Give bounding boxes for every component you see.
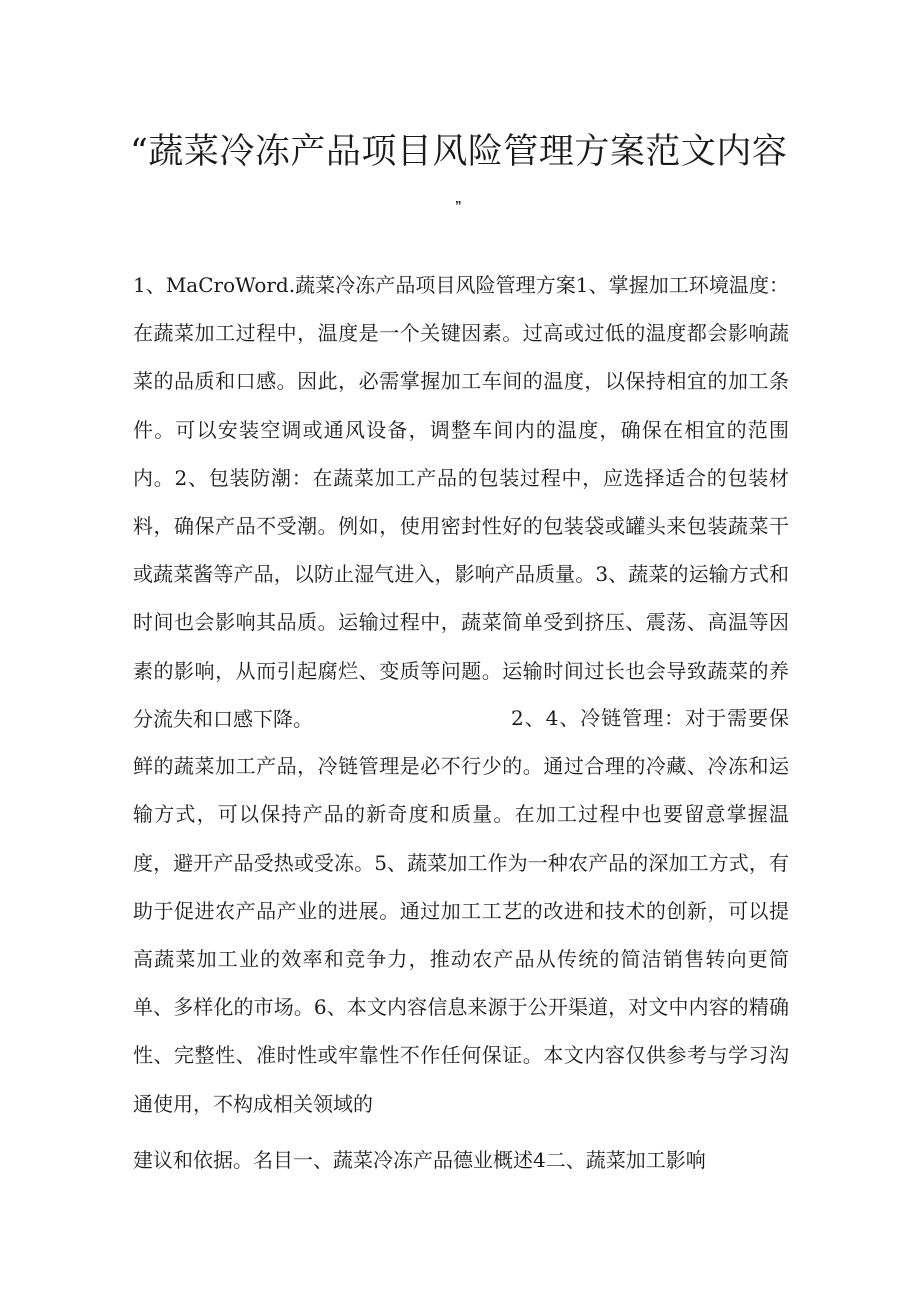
paragraph-2: 2、4、冷链管理：对于需要保鲜的蔬菜加工产品，冷链管理是必不行少的。通过合理的冷藏、冷冻和运输方式，可以保持产品的新奇度和质量。在加工过程中也要留意掌握温度，避开产品受热或受冻。5、蔬菜加工作为一种农产品的深加工方式，有助于促进农产品产业的进展。通过加工工艺的改进和技术的创新，可以提高蔬菜加工业的效率和竞争力，推动农产品从传统的简洁销售转向更简单、多样化的市场。6、本文内容信息来源于公开渠道，对文中内容的精确性、完整性、准时性或牢靠性不作任何保证。本文内容仅供参考与学习沟通使用，不构成相关领域的 [133,706,789,1116]
document-title: “蔬菜冷冻产品项目风险管理方案范文内容 [130,132,788,172]
title-closing-quote: ” [455,198,462,213]
paragraph-3: 建议和依据。名目一、蔬菜冷冻产品德业概述4二、蔬菜加工影响 [133,1148,706,1172]
paragraph-1: 1、MaCroWord.蔬菜冷冻产品项目风险管理方案1、掌握加工环境温度：在蔬菜加工过程中，温度是一个关键因素。过高或过低的温度都会影响蔬菜的品质和口感。因此，必需掌握加工车间的温度，以保持相宜的加工条件。可以安装空调或通风设备，调整车间内的温度，确保在相宜的范围内。2、包装防潮：在蔬菜加工产品的包装过程中，应选择适合的包装材料，确保产品不受潮。例如，使用密封性好的包装袋或罐头来包装蔬菜干或蔬菜酱等产品，以防止湿气进入，影响产品质量。3、蔬菜的运输方式和时间也会影响其品质。运输过程中，蔬菜简单受到挤压、震荡、高温等因素的影响，从而引起腐烂、变质等问题。运输时间过长也会导致蔬菜的养分流失和口感下降。 [133,273,789,731]
